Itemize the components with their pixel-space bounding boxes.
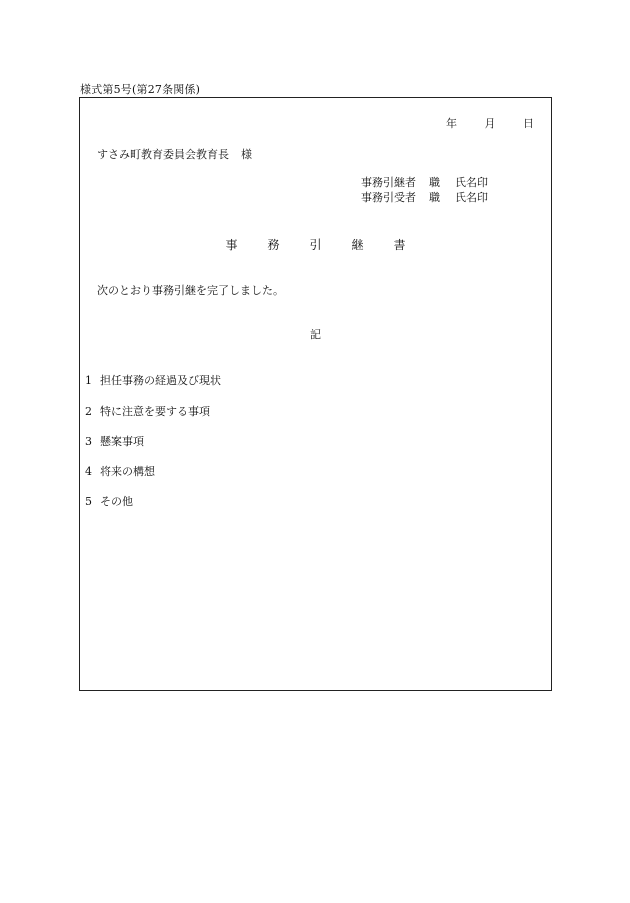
item-number: 5 (85, 495, 92, 508)
list-item (85, 463, 155, 479)
ki-heading: 記 (310, 328, 321, 341)
party-name-seal: 氏名印 (455, 191, 488, 204)
party-transferor (361, 175, 488, 190)
item-number: 4 (85, 465, 92, 478)
item-text: 特に注意を要する事項 (100, 405, 210, 418)
item-number: 1 (85, 374, 92, 387)
party-position: 職 (429, 176, 440, 189)
date-month: 月 (484, 117, 496, 130)
list-item (85, 372, 221, 388)
document-frame (79, 97, 552, 691)
party-position: 職 (429, 191, 440, 204)
title-char: 引 (309, 238, 322, 252)
item-text: 将来の構想 (100, 465, 155, 478)
list-item (85, 493, 133, 509)
list-item (85, 403, 210, 419)
list-item (85, 433, 144, 449)
party-name-seal: 氏名印 (455, 176, 488, 189)
form-number-label: 様式第5号(第27条関係) (80, 83, 201, 96)
item-number: 3 (85, 435, 92, 448)
parties-block (361, 175, 488, 205)
title-char: 事 (225, 238, 238, 252)
addressee (97, 146, 252, 162)
item-text: 懸案事項 (100, 435, 144, 448)
party-role: 事務引受者 (361, 191, 416, 204)
date-day: 日 (523, 117, 534, 130)
document-title (80, 236, 551, 253)
title-char: 継 (351, 238, 364, 252)
title-char: 書 (393, 238, 406, 252)
date-line (446, 115, 534, 131)
party-transferee (361, 190, 488, 205)
title-char: 務 (267, 238, 280, 252)
date-year: 年 (446, 117, 457, 130)
item-text: その他 (100, 495, 133, 508)
item-text: 担任事務の経過及び現状 (100, 374, 221, 387)
addressee-honorific: 様 (241, 148, 252, 161)
intro-text: 次のとおり事務引継を完了しました。 (97, 284, 284, 297)
item-number: 2 (85, 405, 92, 418)
party-role: 事務引継者 (361, 176, 416, 189)
addressee-name: すさみ町教育委員会教育長 (97, 148, 229, 161)
